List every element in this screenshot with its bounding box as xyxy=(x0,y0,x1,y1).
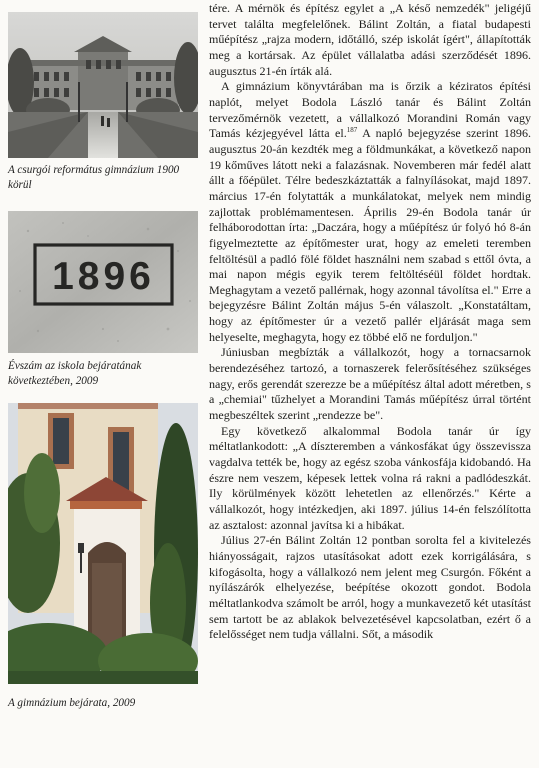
paragraph-4: Egy következő alkalommal Bodola tanár úr így méltatlankodott: „A díszteremben a vánkosfákat úgy összevissza vagdalva tették be, hogy az egész szoba vánkosfája kidobandó. Ha észre nem veszem, képesek lettek volna rá rakni a padlódeszkát. Ily körülmények között lehetetlen az ellenőrzés." Kérte a vállalkozót, hogy intézkedjen, aki 1897. július 14-én felszólította az asztalost: azonnal javítsa ki a hibákat. xyxy=(209,423,531,532)
paragraph-2 xyxy=(209,79,531,345)
figure-caption-3: A gimnázium bejárata, 2009 xyxy=(8,697,136,709)
entrance-photo xyxy=(8,403,198,684)
year-plaque-image xyxy=(8,211,198,353)
footnote-ref: 187 xyxy=(346,126,358,135)
entrance-image xyxy=(8,403,198,684)
paragraph-5: Július 27-én Bálint Zoltán 12 pontban sorolta fel a kivitelezés hiányosságait, rajzos utasításokat adott ezek korrigálására, s kifogásolta, hogy a vállalkozó nem jelent meg Csurgón. Főként a nyílászárók elhelyezése, beépítése okozott gondot. Bodola méltatlankodva számolt be arról, hogy a munkavezető két utasítást sem tartott be az ablakok belvezetésével kapcsolatban, ezért ő a felelősséget nem tudja vállalni. Sőt, a második xyxy=(209,533,531,642)
article-body xyxy=(209,1,531,643)
paragraph-3: Júniusban megbízták a vállalkozót, hogy a tornacsarnok berendezéséhez tartozó, a tornaszerek felerősítéséhez szükséges nagy, erős gerendát szerezze be a műépítész által adott méretben, s a „chemiai" tűzhelyet a Morandini Tamás műépítész úrral történt megbeszéltek szerint „rendezze be". xyxy=(209,345,531,423)
figure-caption-2: Évszám az iskola bejáratának következtében, 2009 xyxy=(8,360,142,387)
paragraph-2-text: A gimnázium könyvtárában ma is őrzik a kéziratos építési naplót, melyet Bodola László tanár és Bálint Zoltán tervezőmérnök vezetett, a vállalkozó Morandini Román vagy Tamás kézjegyével látta el. xyxy=(209,79,531,141)
year-plaque-photo xyxy=(8,211,198,353)
figure-caption-1: A csurgói református gimnázium 1900 körül xyxy=(8,164,180,191)
paragraph-1: tére. A mérnök és építész egylet a „A késő nemzedék" jeligéjű tervet találta megfelelőnek. Bálint Zoltán, a fiatal budapesti műépítész „rajza modern, időtálló, szép iskolát ígért", állapították meg a kortársak. Az épület vállalatba adási szerződését 1896. augusztus 21-én írták alá. xyxy=(209,1,531,78)
plaque-year-text: 1896 xyxy=(52,255,155,298)
historic-school-image xyxy=(8,12,198,158)
paragraph-2-text-cont: A napló bejegyzése szerint 1896. augusztus 20-án kezdték meg a földmunkákat, a következő napon 19 kőműves látott neki a falazásnak. Novemberen már fedél alatt állt a főépület. Télre bedeszkáztatták a falnyílásokat, majd 1897. március 17-én folytatták a munkálatokat, melyek nem mindig zajlottak problémamentesen. Április 29-én Bodola tanár úr felháborodottan írta: „Daczára, hogy a műépítész úr folyó hó 8-án figyelmeztette az építőmester urat, hogy az emeleti teremben feltöltésül a padló fölé földet használni nem szabad s ettől óvta, a mai napon mégis egyik terem feltöltéséül földet hordtak. Meghagytam a vezető pallérnak, hogy azonnal távolítsa el." Erre a bejegyzésre Bálint Zoltán május 5-én válaszolt. „Konstatáltam, hogy az építőmester úr a vezető pallér eljárását maga sem helyeselte, meghagyta, hogy ez többé elő ne forduljon." xyxy=(209,126,531,344)
historic-school-photo xyxy=(8,12,198,158)
